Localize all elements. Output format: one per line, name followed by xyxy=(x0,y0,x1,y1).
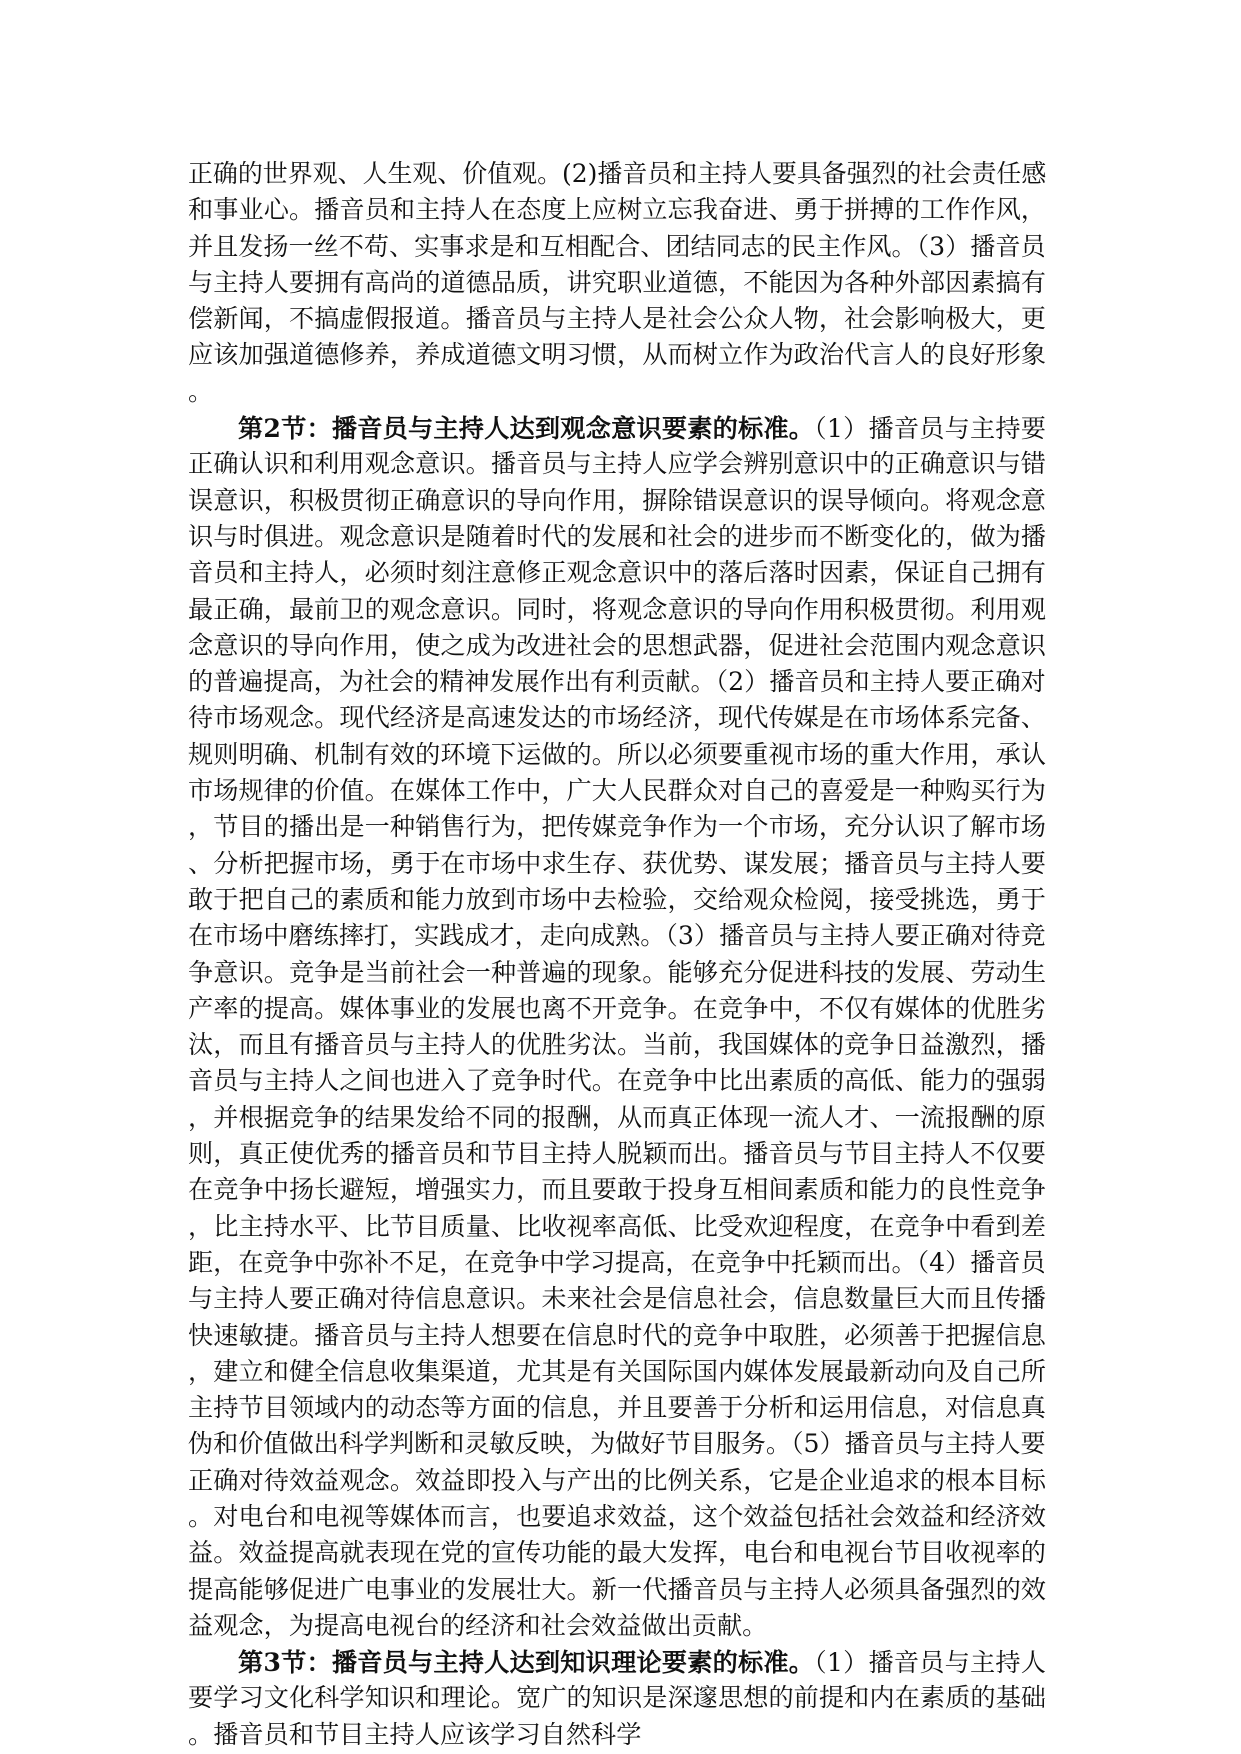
line-text: 在市场中磨练摔打，实践成才，走向成熟。（3）播音员与主持人要正确对待竞 xyxy=(188,921,1046,951)
line-text: ，建立和健全信息收集渠道，尤其是有关国际国内媒体发展最新动向及自己所 xyxy=(188,1356,1046,1386)
line-text: 。播音员和节目主持人应该学习自然科学 xyxy=(188,1719,642,1749)
line-text: 并且发扬一丝不苟、实事求是和互相配合、团结同志的民主作风。（3）播音员 xyxy=(188,231,1046,261)
line-text: 在竞争中扬长避短，增强实力，而且要敢于投身互相间素质和能力的良性竞争 xyxy=(188,1175,1046,1205)
line-text: 念意识的导向作用，使之成为改进社会的思想武器，促进社会范围内观念意识 xyxy=(188,630,1046,660)
text-line xyxy=(188,1608,1046,1644)
body-text xyxy=(188,156,1046,1753)
text-line xyxy=(188,1136,1046,1172)
section-heading-line xyxy=(188,410,1046,446)
text-line xyxy=(188,1463,1046,1499)
line-text: ，比主持水平、比节目质量、比收视率高低、比受欢迎程度，在竞争中看到差 xyxy=(188,1211,1046,1241)
text-line xyxy=(188,592,1046,628)
text-line xyxy=(188,519,1046,555)
line-text: 音员和主持人，必须时刻注意修正观念意识中的落后落时因素，保证自己拥有 xyxy=(188,558,1046,588)
text-line xyxy=(188,337,1046,373)
line-text: 距，在竞争中弥补不足，在竞争中学习提高，在竞争中托颖而出。（4）播音员 xyxy=(188,1247,1046,1277)
text-line xyxy=(188,483,1046,519)
text-line xyxy=(188,1499,1046,1535)
line-text: 正确的世界观、人生观、价值观。(2)播音员和主持人要具备强烈的社会责任感 xyxy=(188,159,1046,188)
text-line xyxy=(188,192,1046,228)
text-line xyxy=(188,1354,1046,1390)
line-text: 规则明确、机制有效的环境下运做的。所以必须要重视市场的重大作用，承认 xyxy=(188,739,1046,769)
line-text: 益。效益提高就表现在党的宣传功能的最大发挥，电台和电视台节目收视率的 xyxy=(188,1538,1046,1568)
text-line xyxy=(188,374,1046,410)
line-text: 提高能够促进广电事业的发展壮大。新一代播音员与主持人必须具备强烈的效 xyxy=(188,1574,1046,1604)
line-text: 汰，而且有播音员与主持人的优胜劣汰。当前，我国媒体的竞争日益激烈，播 xyxy=(188,1030,1046,1060)
text-line xyxy=(188,229,1046,265)
text-line xyxy=(188,1245,1046,1281)
text-line xyxy=(188,1209,1046,1245)
line-text: 产率的提高。媒体事业的发展也离不开竞争。在竞争中，不仅有媒体的优胜劣 xyxy=(188,993,1046,1023)
text-line xyxy=(188,265,1046,301)
line-text: 和事业心。播音员和主持人在态度上应树立忘我奋进、勇于拼搏的工作作风， xyxy=(188,195,1046,225)
text-line xyxy=(188,446,1046,482)
line-text: 则，真正使优秀的播音员和节目主持人脱颖而出。播音员与节目主持人不仅要 xyxy=(188,1139,1046,1169)
line-text: 待市场观念。现代经济是高速发达的市场经济，现代传媒是在市场体系完备、 xyxy=(188,703,1046,733)
line-text: 。对电台和电视等媒体而言，也要追求效益，这个效益包括社会效益和经济效 xyxy=(188,1501,1046,1531)
line-text: 误意识，积极贯彻正确意识的导向作用，摒除错误意识的误导倾向。将观念意 xyxy=(188,485,1046,515)
line-text: 与主持人要正确对待信息意识。未来社会是信息社会，信息数量巨大而且传播 xyxy=(188,1284,1046,1314)
line-text: 、分析把握市场，勇于在市场中求生存、获优势、谋发展；播音员与主持人要 xyxy=(188,848,1046,878)
section-heading-line xyxy=(188,1644,1046,1680)
text-line xyxy=(188,1318,1046,1354)
line-text: ，节目的播出是一种销售行为，把传媒竞争作为一个市场，充分认识了解市场 xyxy=(188,812,1046,842)
line-text: 与主持人要拥有高尚的道德品质，讲究职业道德，不能因为各种外部因素搞有 xyxy=(188,267,1046,297)
text-line xyxy=(188,628,1046,664)
text-line xyxy=(188,156,1046,192)
line-text: 正确认识和利用观念意识。播音员与主持人应学会辨别意识中的正确意识与错 xyxy=(188,449,1046,479)
line-text: 应该加强道德修养，养成道德文明习惯，从而树立作为政治代言人的良好形象 xyxy=(188,340,1046,370)
text-line xyxy=(188,1063,1046,1099)
text-line xyxy=(188,1680,1046,1716)
text-line xyxy=(188,1426,1046,1462)
text-line xyxy=(188,809,1046,845)
text-line xyxy=(188,1100,1046,1136)
text-line xyxy=(188,1172,1046,1208)
text-line xyxy=(188,991,1046,1027)
line-text: 敢于把自己的素质和能力放到市场中去检验，交给观众检阅，接受挑选，勇于 xyxy=(188,884,1046,914)
text-line xyxy=(188,882,1046,918)
line-text: 主持节目领域内的动态等方面的信息，并且要善于分析和运用信息，对信息真 xyxy=(188,1393,1046,1423)
line-text: 最正确，最前卫的观念意识。同时，将观念意识的导向作用积极贯彻。利用观 xyxy=(188,594,1046,624)
line-text: ，并根据竞争的结果发给不同的报酬，从而真正体现一流人才、一流报酬的原 xyxy=(188,1102,1046,1132)
text-line xyxy=(188,773,1046,809)
text-line xyxy=(188,700,1046,736)
text-line xyxy=(188,1281,1046,1317)
text-line xyxy=(188,555,1046,591)
line-text: 。 xyxy=(188,376,214,406)
line-text: 要学习文化科学知识和理论。宽广的知识是深邃思想的前提和内在素质的基础 xyxy=(188,1683,1046,1713)
line-text: 识与时俱进。观念意识是随着时代的发展和社会的进步而不断变化的，做为播 xyxy=(188,521,1046,551)
section-heading: 第2节：播音员与主持人达到观念意识要素的标准。 xyxy=(238,413,815,444)
line-text: 市场规律的价值。在媒体工作中，广大人民群众对自己的喜爱是一种购买行为 xyxy=(188,776,1046,806)
line-text: 正确对待效益观念。效益即投入与产出的比例关系，它是企业追求的根本目标 xyxy=(188,1465,1046,1495)
text-line xyxy=(188,1027,1046,1063)
line-text: 音员与主持人之间也进入了竞争时代。在竞争中比出素质的高低、能力的强弱 xyxy=(188,1066,1046,1096)
text-line xyxy=(188,1717,1046,1753)
line-text: 的普遍提高，为社会的精神发展作出有利贡献。（2）播音员和主持人要正确对 xyxy=(188,667,1046,697)
text-line xyxy=(188,301,1046,337)
text-line xyxy=(188,955,1046,991)
line-text: 伪和价值做出科学判断和灵敏反映，为做好节目服务。（5）播音员与主持人要 xyxy=(188,1429,1046,1459)
section-heading: 第3节：播音员与主持人达到知识理论要素的标准。 xyxy=(238,1647,815,1678)
text-line xyxy=(188,1572,1046,1608)
text-line xyxy=(188,918,1046,954)
line-text: 偿新闻，不搞虚假报道。播音员与主持人是社会公众人物，社会影响极大，更 xyxy=(188,304,1046,334)
line-text: （1）播音员与主持人 xyxy=(814,1648,1046,1678)
text-line xyxy=(188,846,1046,882)
line-text: （1）播音员与主持要 xyxy=(814,414,1046,444)
line-text: 快速敏捷。播音员与主持人想要在信息时代的竞争中取胜，必须善于把握信息 xyxy=(188,1320,1046,1350)
text-line xyxy=(188,664,1046,700)
text-line xyxy=(188,737,1046,773)
text-line xyxy=(188,1535,1046,1571)
line-text: 争意识。竞争是当前社会一种普遍的现象。能够充分促进科技的发展、劳动生 xyxy=(188,957,1046,987)
line-text: 益观念，为提高电视台的经济和社会效益做出贡献。 xyxy=(188,1610,768,1640)
text-line xyxy=(188,1390,1046,1426)
